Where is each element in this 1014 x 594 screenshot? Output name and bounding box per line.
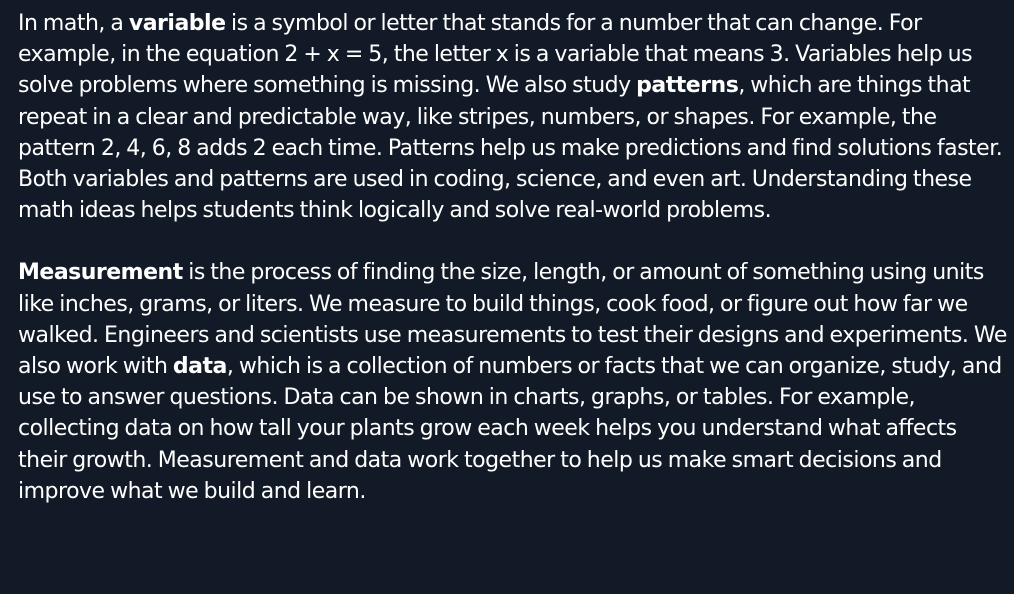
text-segment: , which are things that repeat in a clear and predictable way, like stripes, numbers, or shapes. For example, the pattern 2, 4, 6, 8 adds 2 each time. Patterns help us make predictions and find solutions faster. Both variables and patterns are used in coding, science, and even art. Understanding these math ideas helps students think logically and solve real-world problems. (18, 73, 1003, 224)
text-segment: In math, a (18, 11, 129, 36)
text-segment: is a symbol or letter that stands for a number that can change. For example, in the equation 2 + x = 5, the letter x is a variable that means 3. Variables help us solve problems where something is missing. We also study (18, 11, 973, 99)
term-measurement: Measurement (18, 260, 183, 286)
paragraph-variables-patterns (18, 8, 1008, 226)
term-patterns: patterns (636, 73, 739, 99)
paragraph-measurement-data (18, 257, 1008, 507)
term-variable: variable (128, 11, 226, 36)
text-segment: , which is a collection of numbers or facts that we can organize, study, and use to answer questions. Data can be shown in charts, graphs, or tables. For example, collecting data on how tall your plants grow each week helps you understand what affects their growth. Measurement and data work together to help us make smart decisions and improve what we build and learn. (18, 354, 1002, 504)
term-data: data (172, 354, 227, 380)
text-segment: is the process of finding the size, length, or amount of something using units like inches, grams, or liters. We measure to build things, cook food, or figure out how far we walked. Engineers and scientists use measurements to test their designs and experiments. We also work with (18, 260, 1007, 380)
document-body (18, 8, 1008, 507)
